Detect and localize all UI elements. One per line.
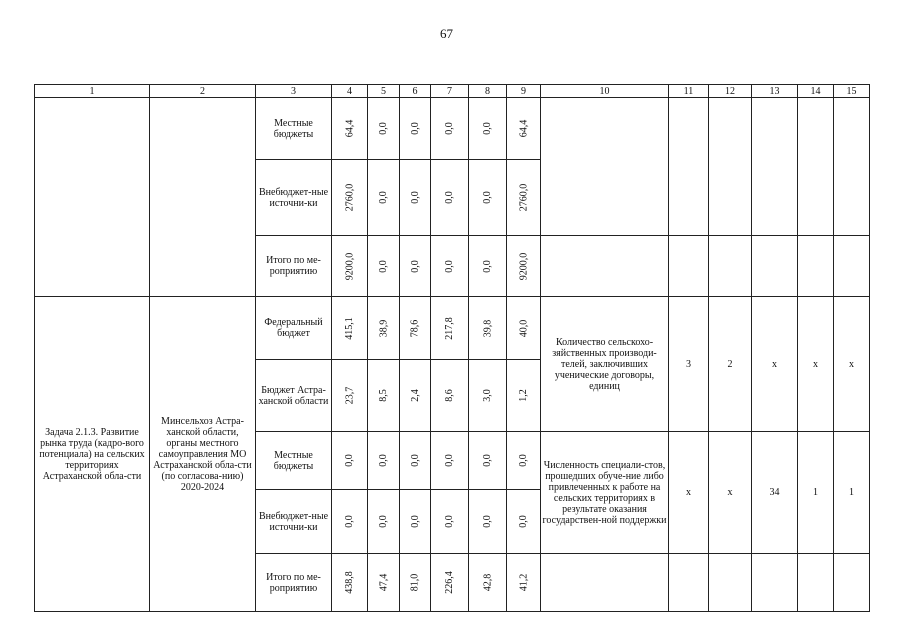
value-cell: 2760,0: [332, 160, 368, 236]
value-cell: 2760,0: [507, 160, 541, 236]
header-cell: 10: [541, 85, 669, 98]
table-row: [35, 297, 870, 360]
indicator-value-empty: [752, 554, 798, 612]
value-cell: 9200,0: [332, 236, 368, 297]
page-number: 67: [440, 26, 453, 41]
executor-cell: [150, 297, 256, 612]
indicator-value: x: [798, 297, 834, 432]
value-cell: 8,6: [431, 360, 469, 432]
indicator-value-empty: [834, 236, 870, 297]
indicator-value: 2: [709, 297, 752, 432]
program-table: [34, 84, 870, 612]
task-cell-empty: [35, 98, 150, 297]
indicator-value: x: [709, 432, 752, 554]
value-cell: 0,0: [368, 432, 400, 490]
indicator-name: Численность специали-стов, прошедших обуче-ние либо привлеченных к работе на сельских территориях в результате оказания государствен-ной поддержки: [541, 432, 669, 554]
header-cell: 9: [507, 85, 541, 98]
value-cell: 40,0: [507, 297, 541, 360]
indicator-value: 3: [669, 297, 709, 432]
value-cell: 0,0: [400, 490, 431, 554]
value-cell: 0,0: [431, 98, 469, 160]
value-cell: 0,0: [368, 236, 400, 297]
value-cell: 3,0: [469, 360, 507, 432]
indicator-value-empty: [798, 98, 834, 236]
indicator-value: 1: [798, 432, 834, 554]
task-description: Задача 2.1.3. Развитие рынка труда (кадро-вого потенциала) на сельских территориях Астраханской обла-сти: [35, 297, 150, 612]
header-cell: 3: [256, 85, 332, 98]
value-cell: 0,0: [431, 490, 469, 554]
value-cell: 0,0: [332, 490, 368, 554]
indicator-cell-empty: [541, 98, 669, 236]
value-cell: 78,6: [400, 297, 431, 360]
value-cell: 0,0: [507, 432, 541, 490]
value-cell: 0,0: [507, 490, 541, 554]
indicator-value-empty: [709, 236, 752, 297]
header-cell: 15: [834, 85, 870, 98]
value-cell: 47,4: [368, 554, 400, 612]
indicator-value-empty: [669, 554, 709, 612]
header-cell: 7: [431, 85, 469, 98]
funding-source: Федеральный бюджет: [256, 297, 332, 360]
value-cell: 23,7: [332, 360, 368, 432]
indicator-value: x: [752, 297, 798, 432]
header-cell: 2: [150, 85, 256, 98]
table-row: [35, 98, 870, 160]
indicator-value: 34: [752, 432, 798, 554]
value-cell: 0,0: [469, 160, 507, 236]
value-cell: 0,0: [400, 98, 431, 160]
value-cell: 0,0: [368, 490, 400, 554]
indicator-value-empty: [834, 554, 870, 612]
header-row: [35, 85, 870, 98]
value-cell: 0,0: [400, 236, 431, 297]
value-cell: 0,0: [469, 236, 507, 297]
value-cell: 0,0: [469, 432, 507, 490]
indicator-value-empty: [752, 236, 798, 297]
value-cell: 0,0: [431, 160, 469, 236]
value-cell: 9200,0: [507, 236, 541, 297]
value-cell: 2,4: [400, 360, 431, 432]
value-cell: 0,0: [431, 236, 469, 297]
funding-source: Внебюджет-ные источни-ки: [256, 160, 332, 236]
value-cell: 0,0: [400, 432, 431, 490]
value-cell: 0,0: [469, 98, 507, 160]
header-cell: 14: [798, 85, 834, 98]
indicator-value: 1: [834, 432, 870, 554]
indicator-cell-empty: [541, 236, 669, 297]
header-cell: 6: [400, 85, 431, 98]
value-cell: 38,9: [368, 297, 400, 360]
value-cell: 0,0: [368, 98, 400, 160]
funding-source: Внебюджет-ные источни-ки: [256, 490, 332, 554]
header-cell: 4: [332, 85, 368, 98]
indicator-value-empty: [669, 98, 709, 236]
indicator-value-empty: [798, 554, 834, 612]
header-cell: 5: [368, 85, 400, 98]
value-cell: 226,4: [431, 554, 469, 612]
indicator-value-empty: [834, 98, 870, 236]
executor-text: Минсельхоз Астра-ханской области, органы местного самоуправления МО Астраханской обла-сти (по согласова-нию): [153, 415, 252, 482]
indicator-value-empty: [709, 554, 752, 612]
header-cell: 11: [669, 85, 709, 98]
value-cell: 0,0: [332, 432, 368, 490]
value-cell: 42,8: [469, 554, 507, 612]
value-cell: 41,2: [507, 554, 541, 612]
value-cell: 64,4: [507, 98, 541, 160]
value-cell: 8,5: [368, 360, 400, 432]
value-cell: 217,8: [431, 297, 469, 360]
value-cell: 81,0: [400, 554, 431, 612]
executor-cell-empty: [150, 98, 256, 297]
value-cell: 438,8: [332, 554, 368, 612]
period-text: 2020-2024: [180, 481, 225, 493]
funding-source: Местные бюджеты: [256, 98, 332, 160]
value-cell: 64,4: [332, 98, 368, 160]
header-cell: 8: [469, 85, 507, 98]
header-cell: 13: [752, 85, 798, 98]
indicator-value-empty: [752, 98, 798, 236]
funding-source: Итого по ме-роприятию: [256, 236, 332, 297]
funding-source: Местные бюджеты: [256, 432, 332, 490]
indicator-value: x: [669, 432, 709, 554]
value-cell: 0,0: [431, 432, 469, 490]
value-cell: 0,0: [400, 160, 431, 236]
indicator-value-empty: [709, 98, 752, 236]
indicator-cell-empty: [541, 554, 669, 612]
value-cell: 0,0: [469, 490, 507, 554]
indicator-name: Количество сельскохо-зяйственных производи-телей, заключивших ученические договоры, единиц: [541, 297, 669, 432]
indicator-value: x: [834, 297, 870, 432]
indicator-value-empty: [669, 236, 709, 297]
value-cell: 1,2: [507, 360, 541, 432]
value-cell: 415,1: [332, 297, 368, 360]
header-cell: 1: [35, 85, 150, 98]
value-cell: 39,8: [469, 297, 507, 360]
funding-source: Итого по ме-роприятию: [256, 554, 332, 612]
value-cell: 0,0: [368, 160, 400, 236]
indicator-value-empty: [798, 236, 834, 297]
header-cell: 12: [709, 85, 752, 98]
funding-source: Бюджет Астра-ханской области: [256, 360, 332, 432]
